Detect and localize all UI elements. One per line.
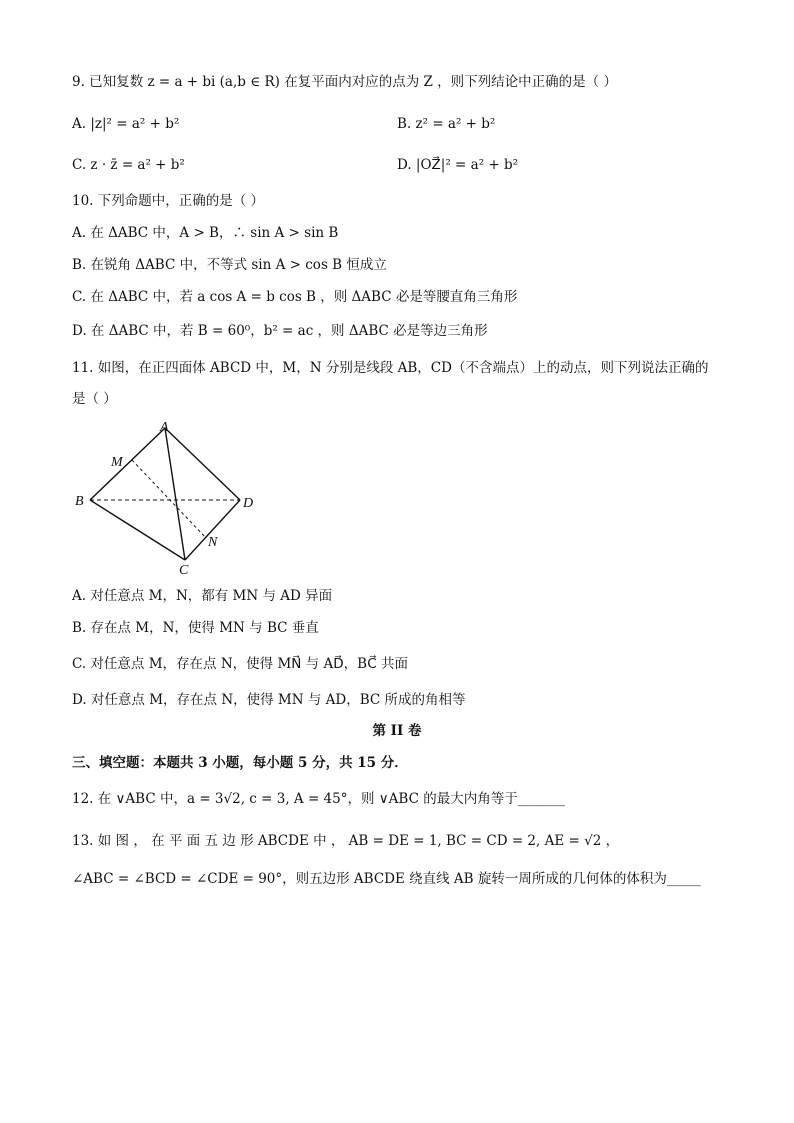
label-d: D xyxy=(243,496,254,511)
q11-option-d: D. 对任意点 M，存在点 N，使得 MN 与 AD，BC 所成的角相等 xyxy=(72,692,466,708)
segment-mn xyxy=(132,460,206,538)
edge-ac xyxy=(165,428,185,560)
q9-option-d: D. |OZ⃗|² = a² + b² xyxy=(397,157,519,173)
q13-line1: 13. 如 图 ， 在 平 面 五 边 形 ABCDE 中 ， AB = DE = 1, BC = CD = 2, AE = √2 ， xyxy=(72,833,620,849)
label-m: M xyxy=(111,455,123,470)
q10-option-b: B. 在锐角 ΔABC 中，不等式 sin A > cos B 恒成立 xyxy=(72,257,387,273)
q11-option-b: B. 存在点 M，N，使得 MN 与 BC 垂直 xyxy=(72,620,319,636)
q10-stem: 10. 下列命题中，正确的是（ ） xyxy=(72,193,265,209)
edge-bc xyxy=(90,500,185,560)
q10-option-d: D. 在 ΔABC 中，若 B = 60⁰，b² = ac ，则 ΔABC 必是等边三角形 xyxy=(72,323,488,339)
volume-ii-heading: 第 II 卷 xyxy=(372,723,422,739)
q12-stem: 12. 在 ∨ABC 中，a = 3√2, c = 3, A = 45°，则 ∨ABC 的最大内角等于_______ xyxy=(72,791,565,807)
label-a: A xyxy=(160,420,169,435)
q9-option-c: C. z · z̄ = a² + b² xyxy=(72,157,185,173)
q11-stem-line2: 是（ ） xyxy=(72,391,117,407)
q10-option-c: C. 在 ΔABC 中，若 a cos A = b cos B ，则 ΔABC 必是等腰直角三角形 xyxy=(72,289,518,305)
q11-stem-line1: 11. 如图，在正四面体 ABCD 中，M，N 分别是线段 AB，CD（不含端点）上的动点，则下列说法正确的 xyxy=(72,360,709,376)
label-b: B xyxy=(75,494,84,509)
q10-option-a: A. 在 ΔABC 中，A > B，∴ sin A > sin B xyxy=(72,225,339,241)
edge-cd xyxy=(185,500,240,560)
q11-option-c: C. 对任意点 M，存在点 N，使得 MN⃗ 与 AD⃗，BC⃗ 共面 xyxy=(72,656,408,672)
q9-option-a: A. |z|² = a² + b² xyxy=(72,116,180,132)
q13-line2: ∠ABC = ∠BCD = ∠CDE = 90°，则五边形 ABCDE 绕直线 AB 旋转一周所成的几何体的体积为_____ xyxy=(72,871,701,887)
edge-ab xyxy=(90,428,165,500)
q11-option-a: A. 对任意点 M，N，都有 MN 与 AD 异面 xyxy=(72,588,333,604)
q9-stem: 9. 已知复数 z = a + bi (a,b ∈ R) 在复平面内对应的点为 Z ，则下列结论中正确的是（ ） xyxy=(72,74,617,90)
q9-option-b: B. z² = a² + b² xyxy=(397,116,496,132)
section-3-heading: 三、填空题：本题共 3 小题，每小题 5 分，共 15 分． xyxy=(72,755,408,771)
edge-ad xyxy=(165,428,240,500)
tetrahedron-figure xyxy=(72,418,272,578)
label-c: C xyxy=(179,563,189,578)
label-n: N xyxy=(208,535,218,550)
